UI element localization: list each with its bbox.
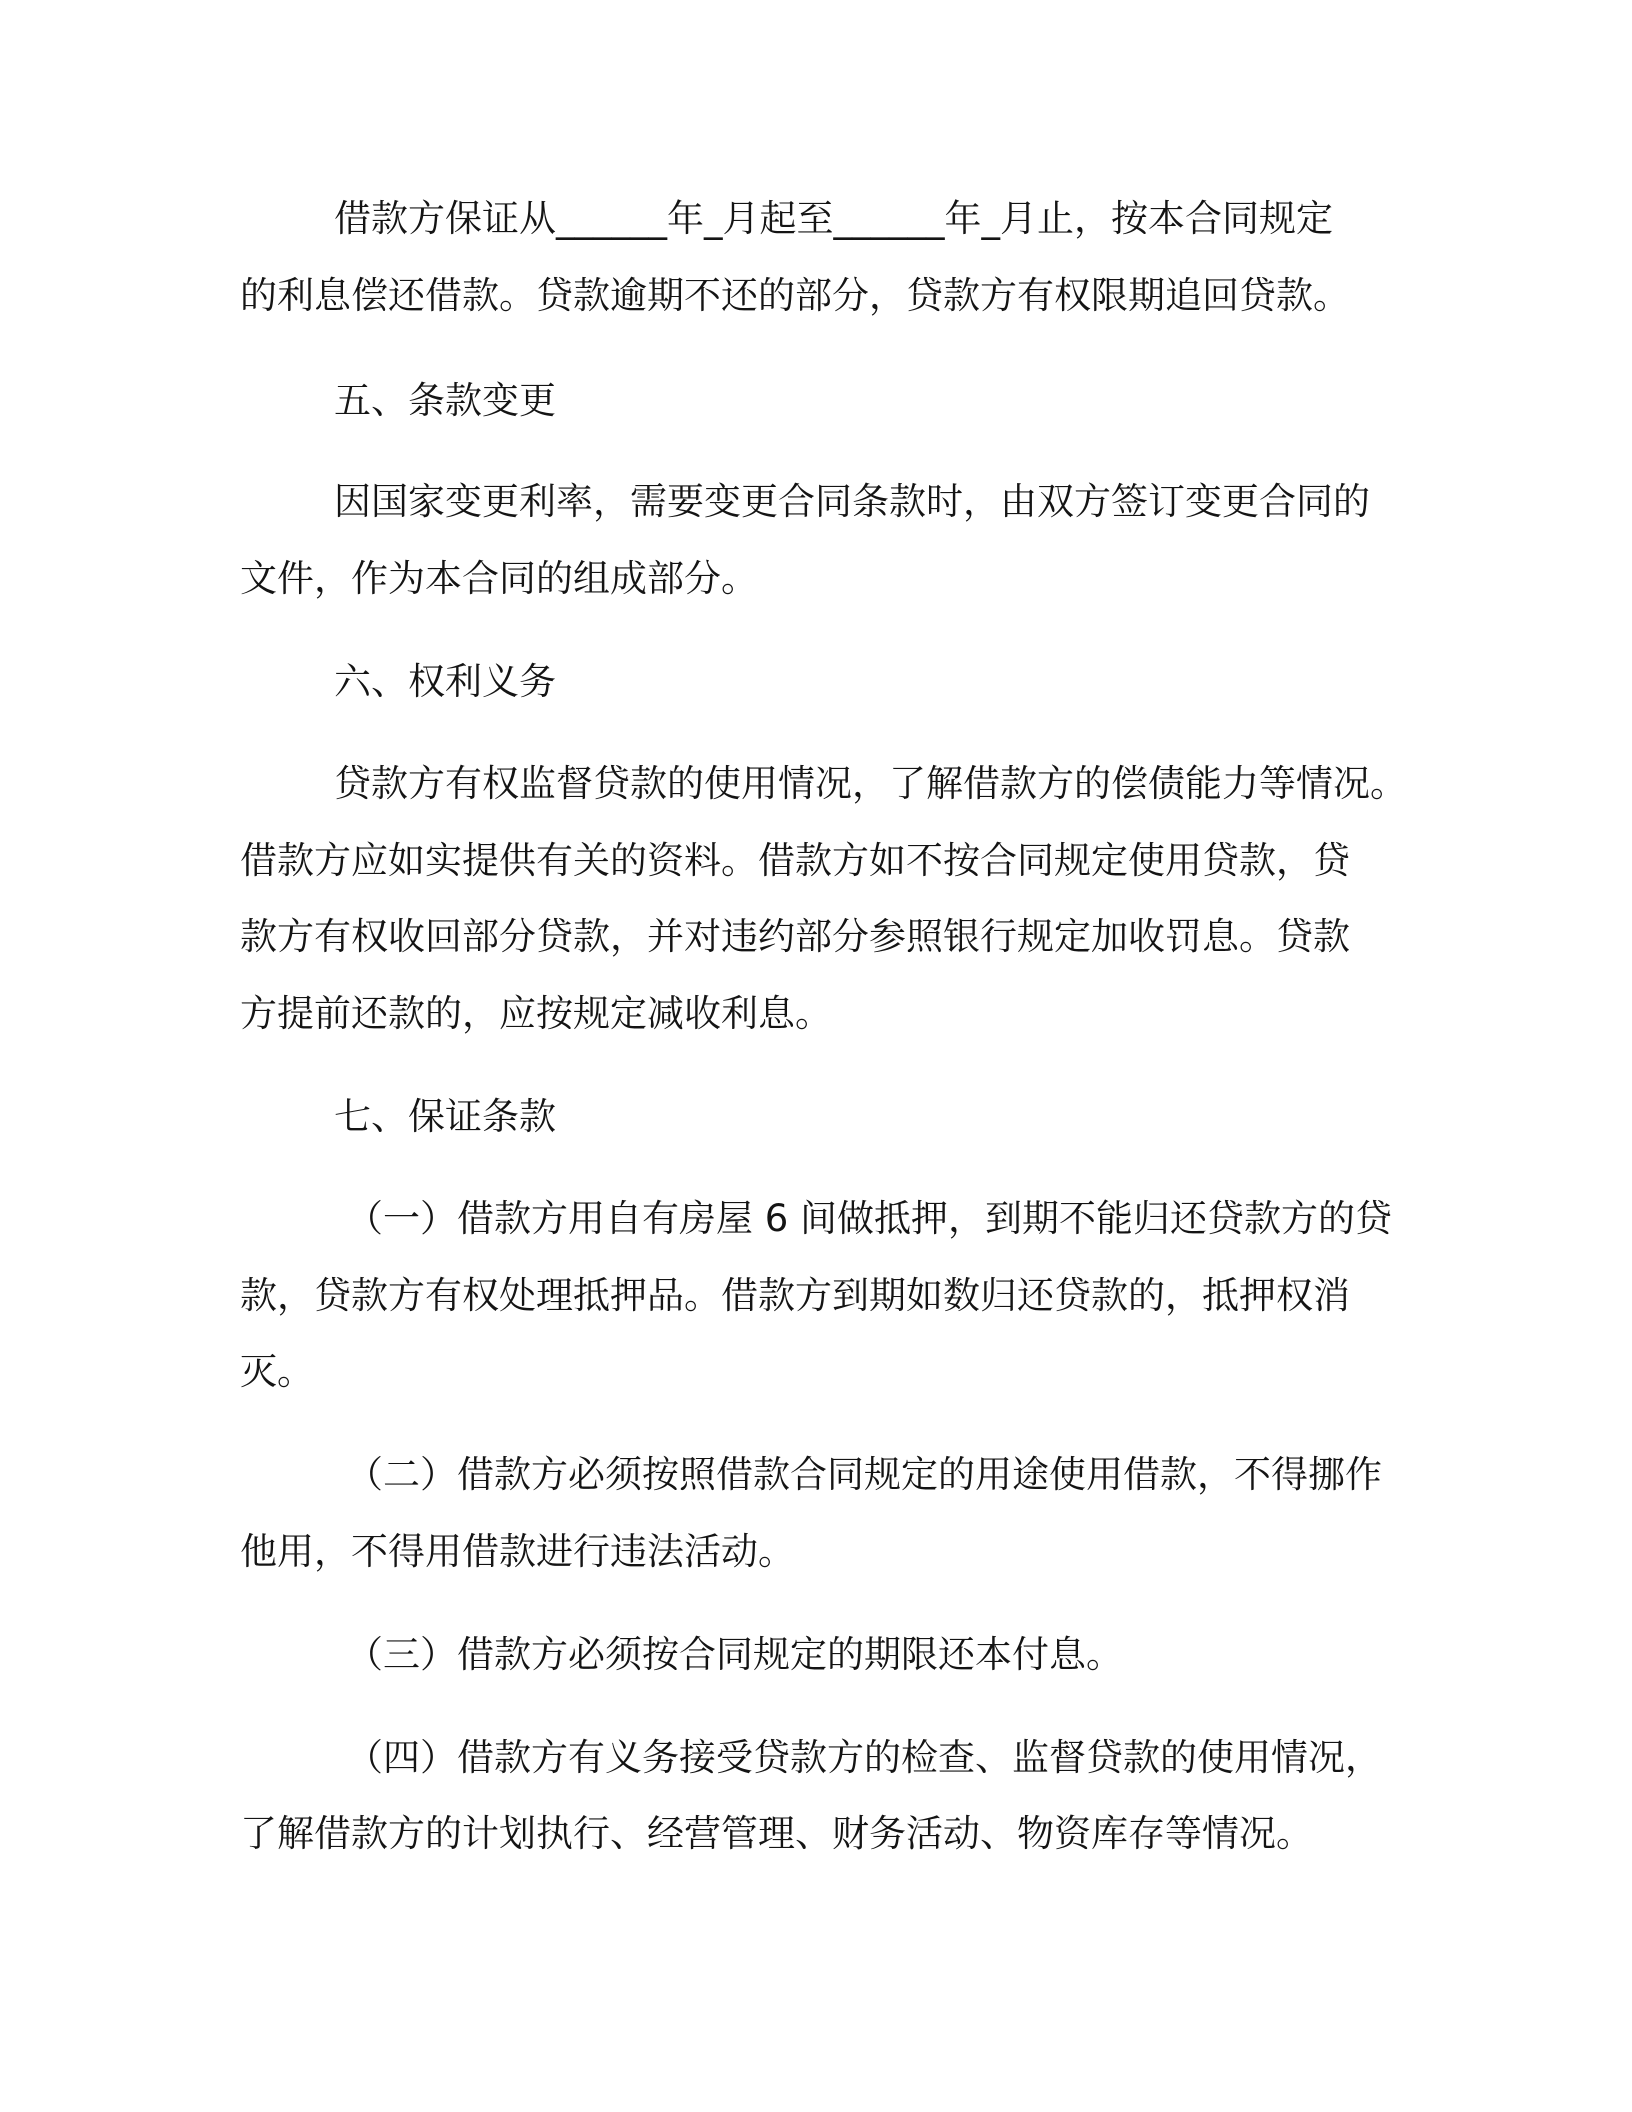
paragraph-line: 因国家变更利率，需要变更合同条款时，由双方签订变更合同的	[334, 480, 1370, 523]
section-heading: 七、保证条款	[334, 1095, 556, 1138]
paragraph-line: 他用，不得用借款进行违法活动。	[240, 1530, 795, 1573]
section-heading: 五、条款变更	[334, 379, 556, 422]
paragraph-line: 文件，作为本合同的组成部分。	[240, 557, 758, 600]
paragraph-line: 贷款方有权监督贷款的使用情况，了解借款方的偿债能力等情况。	[334, 762, 1407, 805]
paragraph-line: 灭。	[240, 1350, 314, 1393]
paragraph-line: 的利息偿还借款。贷款逾期不还的部分，贷款方有权限期追回贷款。	[240, 274, 1350, 317]
section-heading: 六、权利义务	[334, 660, 556, 703]
paragraph-line: （四）借款方有义务接受贷款方的检查、监督贷款的使用情况，	[346, 1736, 1382, 1779]
paragraph-line: 了解借款方的计划执行、经营管理、财务活动、物资库存等情况。	[240, 1812, 1313, 1855]
paragraph-line: 借款方保证从______年_月起至______年_月止，按本合同规定	[334, 197, 1333, 240]
paragraph-line: （三）借款方必须按合同规定的期限还本付息。	[346, 1633, 1123, 1676]
paragraph-line: （二）借款方必须按照借款合同规定的用途使用借款，不得挪作	[346, 1453, 1382, 1496]
paragraph-line: （一）借款方用自有房屋 6 间做抵押，到期不能归还贷款方的贷	[346, 1197, 1393, 1240]
paragraph-line: 款，贷款方有权处理抵押品。借款方到期如数归还贷款的，抵押权消	[240, 1274, 1350, 1317]
paragraph-line: 借款方应如实提供有关的资料。借款方如不按合同规定使用贷款，贷	[240, 839, 1350, 882]
paragraph-line: 款方有权收回部分贷款，并对违约部分参照银行规定加收罚息。贷款	[240, 915, 1350, 958]
paragraph-line: 方提前还款的，应按规定减收利息。	[240, 992, 832, 1035]
